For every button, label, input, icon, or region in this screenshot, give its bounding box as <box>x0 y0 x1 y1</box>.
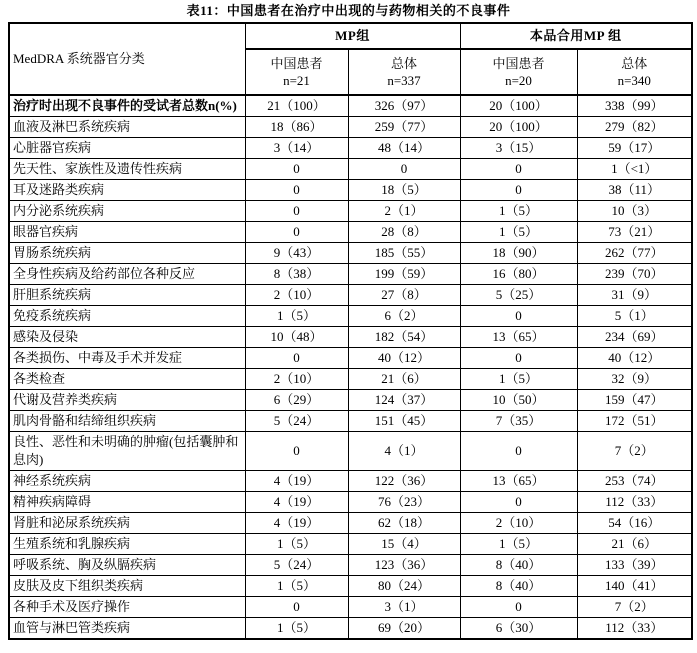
row-label: 生殖系统和乳腺疾病 <box>9 534 245 555</box>
cell-value: 7（35） <box>460 411 577 432</box>
cell-value: 0 <box>245 348 348 369</box>
cell-value: 151（45） <box>348 411 460 432</box>
row-label: 血管与淋巴管类疾病 <box>9 618 245 640</box>
table-row <box>9 618 692 640</box>
cell-value: 18（5） <box>348 180 460 201</box>
cell-value: 5（1） <box>577 306 692 327</box>
table-row <box>9 471 692 492</box>
cell-value: 18（90） <box>460 243 577 264</box>
table-row <box>9 492 692 513</box>
cell-value: 76（23） <box>348 492 460 513</box>
row-label: 精神疾病障碍 <box>9 492 245 513</box>
table-row <box>9 432 692 471</box>
adverse-events-table <box>8 22 693 640</box>
cell-value: 279（82） <box>577 117 692 138</box>
row-label: 先天性、家族性及遗传性疾病 <box>9 159 245 180</box>
cell-value: 6（2） <box>348 306 460 327</box>
cell-value: 0 <box>460 432 577 471</box>
cell-value: 0 <box>460 348 577 369</box>
table-row <box>9 390 692 411</box>
subheader-n: n=340 <box>617 73 651 88</box>
cell-value: 13（65） <box>460 327 577 348</box>
cell-value: 0 <box>245 597 348 618</box>
cell-value: 3（1） <box>348 597 460 618</box>
table-row <box>9 222 692 243</box>
cell-value: 16（80） <box>460 264 577 285</box>
cell-value: 2（10） <box>460 513 577 534</box>
cell-value: 62（18） <box>348 513 460 534</box>
cell-value: 6（30） <box>460 618 577 640</box>
cell-value: 3（14） <box>245 138 348 159</box>
cell-value: 27（8） <box>348 285 460 306</box>
subheader-population: 中国患者 <box>492 56 545 71</box>
subheader-population: 总体 <box>621 56 648 71</box>
table-row <box>9 285 692 306</box>
table-row <box>9 597 692 618</box>
cell-value: 1（5） <box>460 534 577 555</box>
row-label: 免疫系统疾病 <box>9 306 245 327</box>
table-row <box>9 513 692 534</box>
table-row <box>9 369 692 390</box>
row-label: 各类损伤、中毒及手术并发症 <box>9 348 245 369</box>
cell-value: 1（5） <box>460 222 577 243</box>
cell-value: 4（19） <box>245 492 348 513</box>
cell-value: 1（5） <box>460 201 577 222</box>
row-label: 皮肤及皮下组织类疾病 <box>9 576 245 597</box>
table-row <box>9 117 692 138</box>
group-header-combined-mp: 本品合用MP 组 <box>460 23 692 49</box>
cell-value: 253（74） <box>577 471 692 492</box>
cell-value: 338（99） <box>577 95 692 117</box>
row-label: 呼吸系统、胸及纵膈疾病 <box>9 555 245 576</box>
row-label: 肌肉骨骼和结缔组织疾病 <box>9 411 245 432</box>
table-row <box>9 201 692 222</box>
row-label: 肝胆系统疾病 <box>9 285 245 306</box>
table-row <box>9 411 692 432</box>
cell-value: 0 <box>460 597 577 618</box>
cell-value: 21（100） <box>245 95 348 117</box>
table-caption: 表11：中国患者在治疗中出现的与药物相关的不良事件 <box>186 3 511 18</box>
row-label: 内分泌系统疾病 <box>9 201 245 222</box>
cell-value: 0 <box>245 432 348 471</box>
cell-value: 13（65） <box>460 471 577 492</box>
cell-value: 3（15） <box>460 138 577 159</box>
cell-value: 1（5） <box>245 306 348 327</box>
row-label: 感染及侵染 <box>9 327 245 348</box>
table-row <box>9 95 692 117</box>
row-label: 各种手术及医疗操作 <box>9 597 245 618</box>
table-row <box>9 576 692 597</box>
cell-value: 21（6） <box>348 369 460 390</box>
table-row <box>9 534 692 555</box>
row-label: 良性、恶性和未明确的肿瘤(包括囊肿和息肉) <box>9 432 245 471</box>
cell-value: 32（9） <box>577 369 692 390</box>
table-row <box>9 306 692 327</box>
subheader-population: 中国患者 <box>270 56 323 71</box>
subheader-n: n=337 <box>387 73 421 88</box>
cell-value: 112（33） <box>577 618 692 640</box>
cell-value: 18（86） <box>245 117 348 138</box>
cell-value: 0 <box>348 159 460 180</box>
cell-value: 1（5） <box>245 576 348 597</box>
cell-value: 10（3） <box>577 201 692 222</box>
cell-value: 0 <box>245 159 348 180</box>
cell-value: 239（70） <box>577 264 692 285</box>
cell-value: 0 <box>460 492 577 513</box>
cell-value: 259（77） <box>348 117 460 138</box>
subheader-n: n=20 <box>505 73 532 88</box>
cell-value: 262（77） <box>577 243 692 264</box>
table-row <box>9 555 692 576</box>
cell-value: 40（12） <box>577 348 692 369</box>
cell-value: 1（<1） <box>577 159 692 180</box>
table-row <box>9 180 692 201</box>
cell-value: 10（48） <box>245 327 348 348</box>
cell-value: 0 <box>460 159 577 180</box>
cell-value: 4（19） <box>245 471 348 492</box>
cell-value: 5（24） <box>245 555 348 576</box>
cell-value: 0 <box>245 180 348 201</box>
table-row <box>9 264 692 285</box>
cell-value: 4（1） <box>348 432 460 471</box>
table-row <box>9 348 692 369</box>
cell-value: 7（2） <box>577 432 692 471</box>
group-header-row <box>9 23 692 49</box>
table-row <box>9 138 692 159</box>
cell-value: 5（24） <box>245 411 348 432</box>
row-label: 心脏器官疾病 <box>9 138 245 159</box>
cell-value: 326（97） <box>348 95 460 117</box>
cell-value: 133（39） <box>577 555 692 576</box>
cell-value: 20（100） <box>460 117 577 138</box>
cell-value: 8（40） <box>460 555 577 576</box>
cell-value: 59（17） <box>577 138 692 159</box>
row-label: 治疗时出现不良事件的受试者总数n(%) <box>9 95 245 117</box>
cell-value: 9（43） <box>245 243 348 264</box>
cell-value: 0 <box>245 201 348 222</box>
table-row <box>9 159 692 180</box>
subheader-mp-china <box>245 49 348 95</box>
cell-value: 8（40） <box>460 576 577 597</box>
subheader-combined-china <box>460 49 577 95</box>
cell-value: 21（6） <box>577 534 692 555</box>
row-label: 胃肠系统疾病 <box>9 243 245 264</box>
group-header-mp: MP组 <box>245 23 460 49</box>
cell-value: 123（36） <box>348 555 460 576</box>
cell-value: 182（54） <box>348 327 460 348</box>
cell-value: 73（21） <box>577 222 692 243</box>
cell-value: 28（8） <box>348 222 460 243</box>
cell-value: 20（100） <box>460 95 577 117</box>
cell-value: 2（1） <box>348 201 460 222</box>
row-label: 眼器官疾病 <box>9 222 245 243</box>
row-label: 神经系统疾病 <box>9 471 245 492</box>
cell-value: 6（29） <box>245 390 348 411</box>
cell-value: 199（59） <box>348 264 460 285</box>
row-label: 肾脏和泌尿系统疾病 <box>9 513 245 534</box>
cell-value: 7（2） <box>577 597 692 618</box>
cell-value: 54（16） <box>577 513 692 534</box>
cell-value: 1（5） <box>245 534 348 555</box>
cell-value: 1（5） <box>245 618 348 640</box>
cell-value: 48（14） <box>348 138 460 159</box>
cell-value: 40（12） <box>348 348 460 369</box>
cell-value: 2（10） <box>245 285 348 306</box>
cell-value: 38（11） <box>577 180 692 201</box>
cell-value: 8（38） <box>245 264 348 285</box>
cell-value: 0 <box>460 180 577 201</box>
subheader-combined-overall <box>577 49 692 95</box>
cell-value: 1（5） <box>460 369 577 390</box>
cell-value: 140（41） <box>577 576 692 597</box>
row-label: 血液及淋巴系统疾病 <box>9 117 245 138</box>
row-label: 全身性疾病及给药部位各种反应 <box>9 264 245 285</box>
corner-header-meddra: MedDRA 系统器官分类 <box>9 23 245 95</box>
cell-value: 159（47） <box>577 390 692 411</box>
cell-value: 0 <box>245 222 348 243</box>
subheader-population: 总体 <box>390 56 417 71</box>
cell-value: 5（25） <box>460 285 577 306</box>
row-label: 代谢及营养类疾病 <box>9 390 245 411</box>
cell-value: 15（4） <box>348 534 460 555</box>
row-label: 各类检查 <box>9 369 245 390</box>
table-row <box>9 327 692 348</box>
subheader-n: n=21 <box>283 73 310 88</box>
cell-value: 234（69） <box>577 327 692 348</box>
cell-value: 2（10） <box>245 369 348 390</box>
cell-value: 69（20） <box>348 618 460 640</box>
cell-value: 122（36） <box>348 471 460 492</box>
cell-value: 112（33） <box>577 492 692 513</box>
cell-value: 31（9） <box>577 285 692 306</box>
cell-value: 80（24） <box>348 576 460 597</box>
cell-value: 10（50） <box>460 390 577 411</box>
table-body <box>9 95 692 639</box>
cell-value: 0 <box>460 306 577 327</box>
cell-value: 185（55） <box>348 243 460 264</box>
row-label: 耳及迷路类疾病 <box>9 180 245 201</box>
subheader-mp-overall <box>348 49 460 95</box>
cell-value: 124（37） <box>348 390 460 411</box>
cell-value: 4（19） <box>245 513 348 534</box>
cell-value: 172（51） <box>577 411 692 432</box>
table-row <box>9 243 692 264</box>
